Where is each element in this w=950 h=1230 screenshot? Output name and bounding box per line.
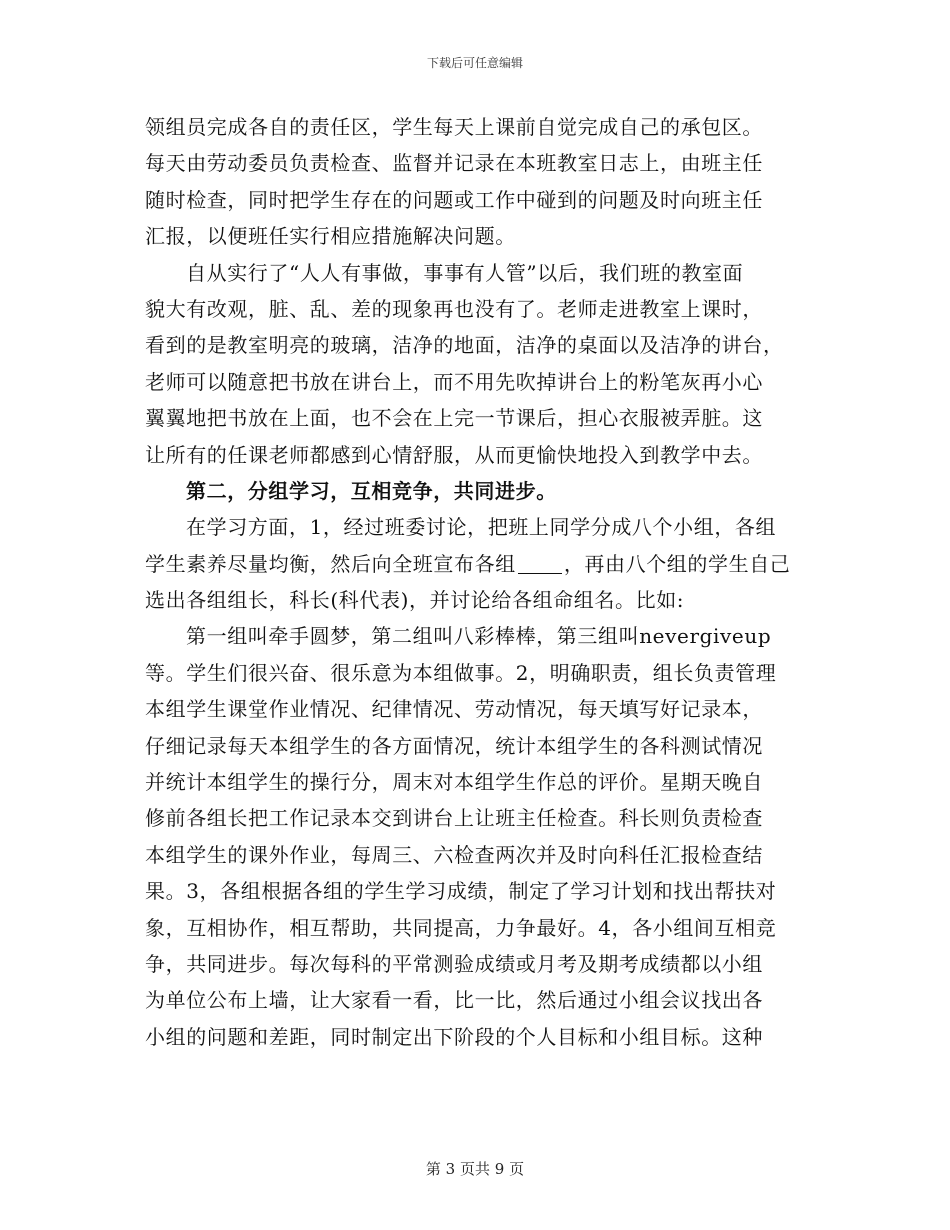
text-line: 看到的是教室明亮的玻璃，洁净的地面，洁净的桌面以及洁净的讲台， xyxy=(145,333,784,358)
text-line: 等。学生们很兴奋、很乐意为本组做事。2，明确职责，组长负责管理 xyxy=(145,660,777,685)
text-line: 让所有的任课老师都感到心情舒服，从而更愉快地投入到教学中去。 xyxy=(145,442,763,467)
text-line: 争，共同进步。每次每科的平常测验成绩或月考及期考成绩都以小组 xyxy=(145,951,763,976)
text-line: 小组的问题和差距，同时制定出下阶段的个人目标和小组目标。这种 xyxy=(145,1024,763,1049)
text-segment: 学生素养尽量均衡，然后向全班宣布各组 xyxy=(145,551,516,576)
fill-blank xyxy=(518,553,562,574)
text-line: 貌大有改观，脏、乱、差的现象再也没有了。老师走进教室上课时， xyxy=(145,296,763,321)
text-line: 随时检查，同时把学生存在的问题或工作中碰到的问题及时向班主任 xyxy=(145,187,763,212)
page-footer: 第 3 页共 9 页 xyxy=(425,1160,525,1178)
paragraph-start-line: 在学习方面，1，经过班委讨论，把班上同学分成八个小组，各组 xyxy=(186,515,777,540)
text-line: 象，互相协作，相互帮助，共同提高，力争最好。4，各小组间互相竞 xyxy=(145,915,777,940)
text-line: 每天由劳动委员负责检查、监督并记录在本班教室日志上，由班主任 xyxy=(145,151,763,176)
text-line: 选出各组组长，科长(科代表)，并讨论给各组命组名。比如: xyxy=(145,588,685,613)
page-header: 下载后可任意编辑 xyxy=(426,56,523,70)
text-segment: ，再由八个组的学生自己 xyxy=(563,551,791,576)
document-body xyxy=(145,109,805,1055)
paragraph-start-line: 自从实行了“人人有事做，事事有人管”以后，我们班的教室面 xyxy=(186,260,744,285)
text-line: 老师可以随意把书放在讲台上，而不用先吹掉讲台上的粉笔灰再小心 xyxy=(145,369,763,394)
section-heading: 第二，分组学习，互相竞争，共同进步。 xyxy=(186,478,557,503)
text-line: 翼翼地把书放在上面，也不会在上完一节课后，担心衣服被弄脏。这 xyxy=(145,406,763,431)
text-line: 并统计本组学生的操行分，周末对本组学生作总的评价。星期天晚自 xyxy=(145,770,763,795)
text-line: 为单位公布上墙，让大家看一看，比一比，然后通过小组会议找出各 xyxy=(145,988,763,1013)
text-line: 修前各组长把工作记录本交到讲台上让班主任检查。科长则负责检查 xyxy=(145,806,763,831)
text-line: 本组学生课堂作业情况、纪律情况、劳动情况，每天填写好记录本， xyxy=(145,697,763,722)
text-line: 领组员完成各自的责任区，学生每天上课前自觉完成自己的承包区。 xyxy=(145,115,763,139)
text-line: 仔细记录每天本组学生的各方面情况，统计本组学生的各科测试情况 xyxy=(145,733,763,758)
text-line-with-blank xyxy=(145,546,805,582)
text-line: 汇报，以便班任实行相应措施解决问题。 xyxy=(145,224,516,249)
text-line: 本组学生的课外作业，每周三、六检查两次并及时向科任汇报检查结 xyxy=(145,842,763,867)
text-line: 果。3，各组根据各组的学生学习成绩，制定了学习计划和找出帮扶对 xyxy=(145,879,777,904)
paragraph-start-line: 第一组叫牵手圆梦，第二组叫八彩棒棒，第三组叫nevergiveup xyxy=(186,624,772,649)
